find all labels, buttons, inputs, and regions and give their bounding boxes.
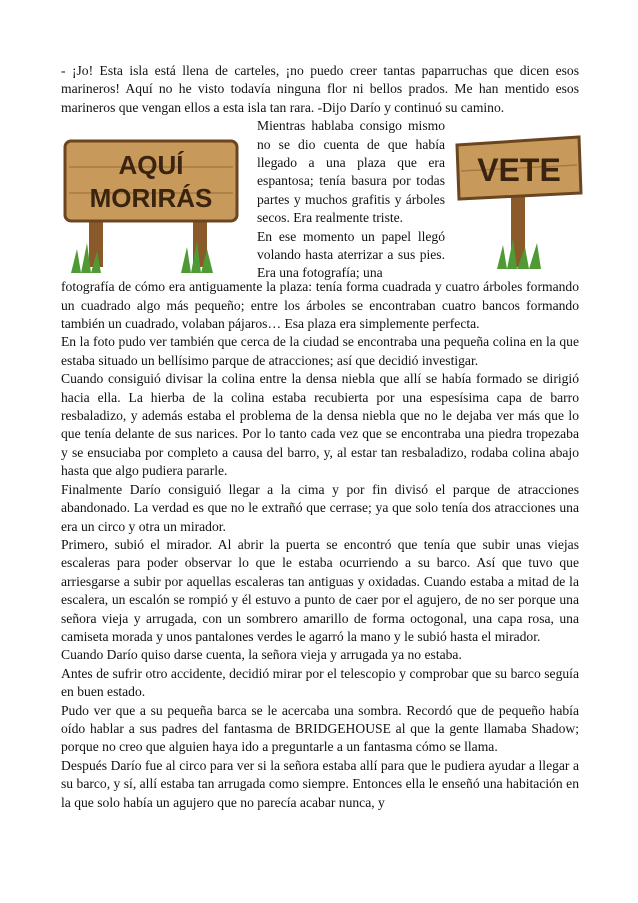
paragraph: Antes de sufrir otro accidente, decidió mirar por el telescopio y comprobar que su barco seguía en buen estado. [61,665,579,700]
sign-vete-image [453,127,585,269]
paragraph: Cuando consiguió divisar la colina entre la densa niebla que allí se había formado se dirigió hacia ella. La hierba de la colina estaba recubierta por una espesísima capa de barro resbaladizo, y además estaba el problema de la densa niebla que no le dejaba ver más que lo que tenía delante de sus narices. Por lo tanto cada vez que se encontraba una piedra tropezaba y se ensuciaba por completo a causa del barro, y, al estar tan resbaladizo, rodaba colina abajo hasta que algo pudiera pararle. [61,371,579,479]
document-page [61,62,579,812]
sign-right-text: VETE [477,152,561,189]
paragraph: fotografía de cómo era antiguamente la plaza: tenía forma cuadrada y cuatro árboles formando un cuadrado algo más pequeño; entre los árboles se encontraban cuatro bancos formando también un cuadrado, volaban pájaros… Esa plaza era simplemente perfecta. [61,279,579,332]
paragraph: - ¡Jo! Esta isla está llena de carteles, ¡no puedo creer tantas paparruchas que dicen esos marineros! Aquí no he visto todavía ninguna flor ni bellos prados. Me han mentido esos marineros que vengan ellos a esta isla tan rara. -Dijo Darío y continuó su camino. [61,63,579,115]
paragraph: En la foto pudo ver también que cerca de la ciudad se encontraba una pequeña colina en la que estaba situado un bellísimo parque de atracciones; así que decidió investigar. [61,334,579,368]
sign-aqui-moriras-image [61,131,241,273]
sign-left-line2: MORIRÁS [89,183,213,214]
paragraph: Mientras hablaba consigo mismo no se dio cuenta de que había llegado a una plaza que era espantosa; tenía basura por todas partes y muchos grafitis y árboles secos. Era realmente triste. [257,118,445,226]
illustrated-block [61,117,579,281]
sign-left-line1: AQUÍ [118,150,184,181]
paragraph: En ese momento un papel llegó volando hasta aterrizar a sus pies. Era una fotografía; una [257,228,445,281]
paragraph: Después Darío fue al circo para ver si la señora estaba allí para que le pudiera ayudar a llegar a su barco, y sí, allí estaba tan arrugada como siempre. Entonces ella le enseñó una habitación en la que solo había un agujero que no parecía acabar nunca, y [61,757,579,810]
paragraph: Finalmente Darío consiguió llegar a la cima y por fin divisó el parque de atracciones abandonado. La verdad es que no le extrañó que cerrase; ya que solo tenía dos atracciones una era un circo y otra un mirador. [61,481,579,534]
paragraph: Cuando Darío quiso darse cuenta, la señora vieja y arrugada ya no estaba. [61,647,462,663]
text-column [257,117,445,283]
paragraph: Primero, subió el mirador. Al abrir la puerta se encontró que tenía que subir unas viejas escaleras para poder observar lo que le estaba ocurriendo a su barco. Así que tuvo que arriesgarse a subir por aquellas escaleras tan antiguas y oxidadas. Cuando estaba a mitad de la escalera, un escalón se rompió y él estuvo a punto de caer por el agujero, de no ser porque una señora vieja y arrugada, con un sombrero amarillo de forma octogonal, una capa rosa, una camiseta morada y unos pantalones verdes le agarró la mano y le subió hasta el mirador. [61,536,579,644]
paragraph: Pudo ver que a su pequeña barca se le acercaba una sombra. Recordó que de pequeño había oído hablar a sus padres del fantasma de BRIDGEHOUSE al que la gente llamaba Shadow; porque no creo que alguien haya ido a preguntarle a un fantasma cómo se llama. [61,702,579,755]
